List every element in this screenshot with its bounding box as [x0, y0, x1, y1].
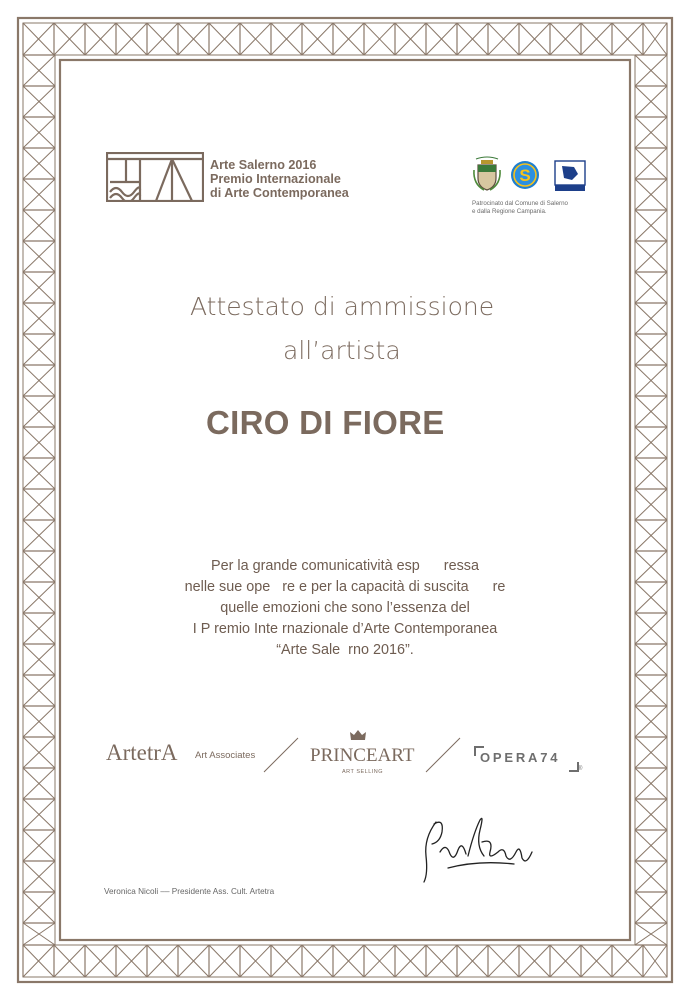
artist-name: CIRO DI FIORE — [206, 404, 445, 441]
artetra-tagline: Art Associates — [195, 750, 256, 761]
crown-icon — [349, 729, 367, 741]
art-monogram-icon — [106, 152, 204, 202]
event-logo — [106, 152, 366, 210]
princeart-logo: PRINCEART — [310, 745, 415, 766]
sun-s-logo-icon — [510, 160, 540, 190]
regione-campania-icon — [552, 158, 588, 194]
handwritten-signature — [418, 812, 538, 884]
salerno-crest-icon — [472, 156, 502, 192]
princeart-tagline: ART SELLING — [342, 769, 384, 775]
divider-slash — [424, 736, 462, 774]
motivation-line: quelle emozioni che sono l’essenza del — [220, 600, 470, 616]
artetra-logo: ArtetrA — [106, 740, 178, 765]
signatory-caption: Veronica Nicoli –– Presidente Ass. Cult. Artetra — [104, 887, 275, 896]
patronage-line: e dalla Regione Campania. — [472, 208, 547, 215]
event-title-line: di Arte Contemporanea — [210, 186, 349, 200]
certificate-title: Attestato di ammissione — [190, 292, 495, 321]
event-title-line: Arte Salerno 2016 — [210, 158, 317, 172]
event-title-line: Premio Internazionale — [210, 172, 341, 186]
motivation-line: nelle sue ope re e per la capacità di suscita re — [184, 579, 506, 595]
registered-mark-icon: ® — [578, 766, 583, 772]
motivation-line: “Arte Sale rno 2016”. — [276, 642, 414, 658]
certificate-subtitle: all’artista — [283, 336, 401, 365]
patronage-block — [466, 154, 606, 230]
svg-text:S: S — [519, 166, 531, 185]
motivation-text — [0, 556, 690, 661]
opera74-logo: OPERA74 — [480, 750, 561, 765]
motivation-line: I P remio Inte rnazionale d’Arte Contemporanea — [192, 621, 498, 637]
patronage-note — [472, 200, 568, 216]
divider-slash — [262, 736, 300, 774]
patronage-line: Patrocinato dal Comune di Salerno — [472, 200, 568, 207]
motivation-line: Per la grande comunicatività esp ressa — [211, 558, 479, 574]
